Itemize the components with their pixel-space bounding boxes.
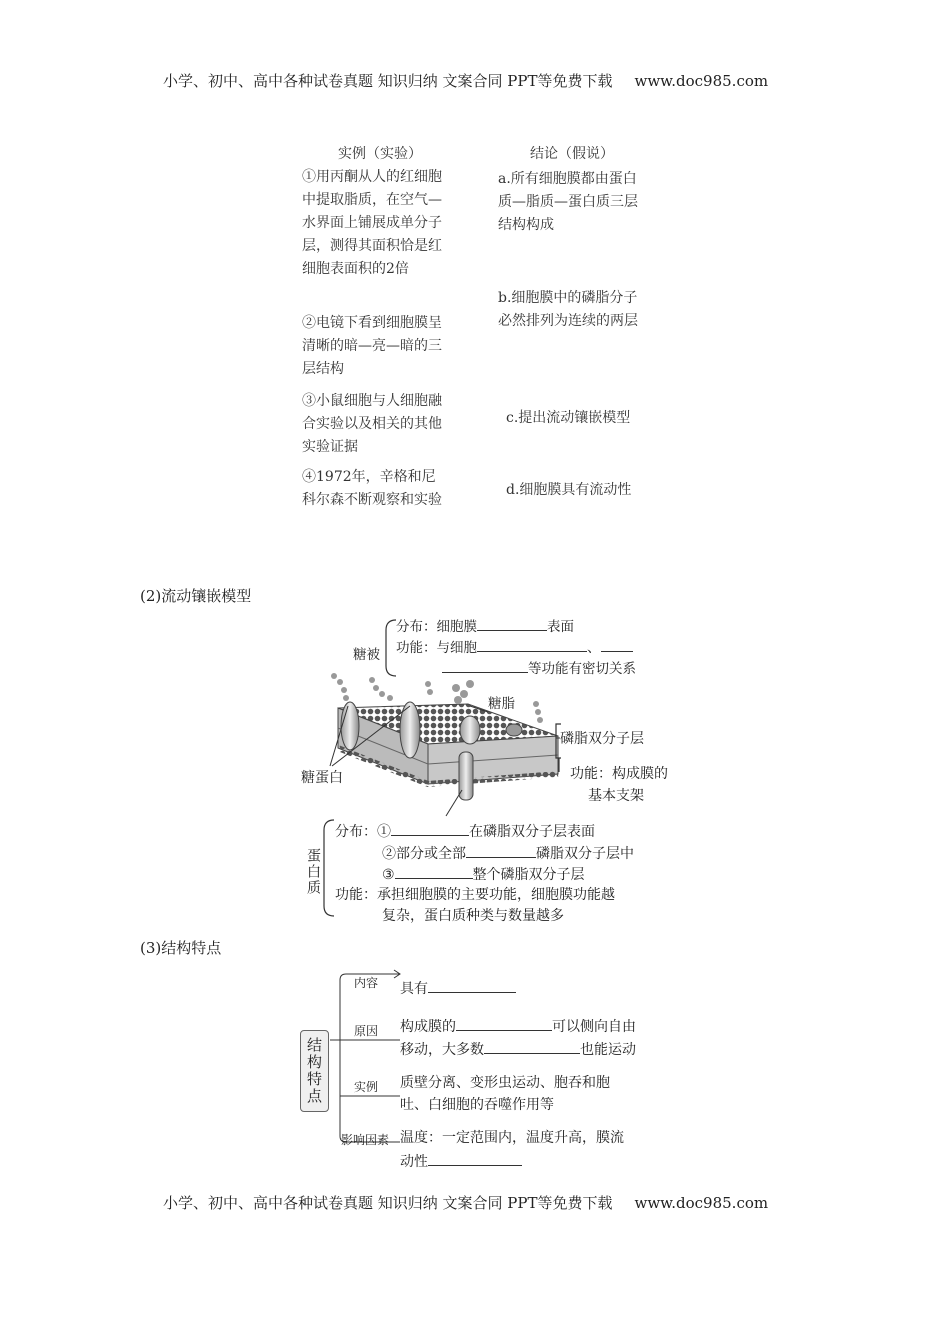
- branch-example-line1: 质壁分离、变形虫运动、胞吞和胞: [400, 1075, 610, 1091]
- glycoprotein-label: 糖蛋白: [301, 770, 343, 786]
- blank: [428, 1151, 522, 1166]
- branch-content-line1: 具有: [400, 978, 516, 1000]
- blank: [601, 637, 633, 652]
- blank: [391, 821, 469, 836]
- blank: [477, 637, 587, 652]
- footer-text: 小学、初中、高中各种试卷真题 知识归纳 文案合同 PPT等免费下载: [163, 1194, 613, 1212]
- protein-distribution-1: 分布：① 在磷脂双分子层表面: [335, 821, 595, 843]
- bilayer-function-2: 基本支架: [588, 788, 644, 804]
- protein-label: 蛋白质: [305, 848, 321, 896]
- glycolipid-label: 糖脂: [488, 696, 515, 712]
- header-url: www.doc985.com: [634, 72, 769, 90]
- branch-reason-line1: 构成膜的 可以侧向自由: [400, 1016, 636, 1038]
- table-header-conclusions: 结论（假说）: [530, 146, 614, 162]
- protein-distribution-3: ③ 整个磷脂双分子层: [382, 864, 585, 886]
- branch-reason-line2: 移动，大多数 也能运动: [400, 1039, 636, 1061]
- blank: [456, 1016, 552, 1031]
- branch-tag-content: 内容: [354, 976, 379, 990]
- branch-example-line2: 吐、白细胞的吞噬作用等: [400, 1097, 554, 1113]
- example-4: ④1972年，辛格和尼科尔森不断观察和实验: [302, 469, 442, 508]
- protein-function-2: 复杂，蛋白质种类与数量越多: [382, 908, 564, 924]
- page-footer: [163, 1192, 768, 1213]
- blank: [395, 864, 473, 879]
- header-text: 小学、初中、高中各种试卷真题 知识归纳 文案合同 PPT等免费下载: [163, 72, 613, 90]
- branch-tag-factors: 影响因素: [341, 1133, 390, 1147]
- table-header-examples: 实例（实验）: [338, 146, 422, 162]
- example-1: ①用丙酮从人的红细胞中提取脂质，在空气—水界面上铺展成单分子层，测得其面积恰是红细胞表面积的2倍: [302, 169, 442, 277]
- conclusion-d: d.细胞膜具有流动性: [506, 482, 632, 498]
- glycocalyx-function-cont: 等功能有密切关系: [442, 658, 636, 680]
- branch-tag-example: 实例: [354, 1080, 379, 1094]
- branch-factors-line1: 温度：一定范围内，温度升高，膜流: [400, 1130, 624, 1146]
- bilayer-label: 磷脂双分子层: [560, 731, 644, 747]
- membrane-diagram: [318, 666, 568, 831]
- blank: [466, 843, 536, 858]
- example-3: ③小鼠细胞与人细胞融合实验以及相关的其他实验证据: [302, 393, 442, 455]
- blank: [477, 616, 547, 631]
- page-header: [163, 70, 768, 91]
- blank: [484, 1039, 580, 1054]
- structure-tree-lines: [322, 968, 402, 1148]
- conclusion-a: a.所有细胞膜都由蛋白质—脂质—蛋白质三层结构构成: [498, 171, 638, 233]
- glycocalyx-function: 功能：与细胞 、: [396, 637, 633, 659]
- structure-feature-root: 结构特点: [300, 1030, 329, 1112]
- section-3-title: (3)结构特点: [140, 939, 222, 957]
- glycocalyx-distribution: 分布：细胞膜 表面: [396, 616, 574, 638]
- protein-function-1: 功能：承担细胞膜的主要功能，细胞膜功能越: [335, 887, 615, 903]
- branch-tag-reason: 原因: [354, 1024, 379, 1038]
- glycocalyx-label: 糖被: [353, 647, 380, 663]
- footer-url: www.doc985.com: [634, 1194, 769, 1212]
- section-2-title: (2)流动镶嵌模型: [140, 587, 252, 605]
- conclusion-b: b.细胞膜中的磷脂分子必然排列为连续的两层: [498, 290, 638, 329]
- bilayer-function-1: 功能：构成膜的: [570, 766, 668, 782]
- example-2: ②电镜下看到细胞膜呈清晰的暗—亮—暗的三层结构: [302, 315, 442, 377]
- branch-factors-line2: 动性: [400, 1151, 522, 1173]
- conclusion-c: c.提出流动镶嵌模型: [506, 410, 631, 426]
- protein-distribution-2: ②部分或全部 磷脂双分子层中: [382, 843, 634, 865]
- blank: [428, 978, 516, 993]
